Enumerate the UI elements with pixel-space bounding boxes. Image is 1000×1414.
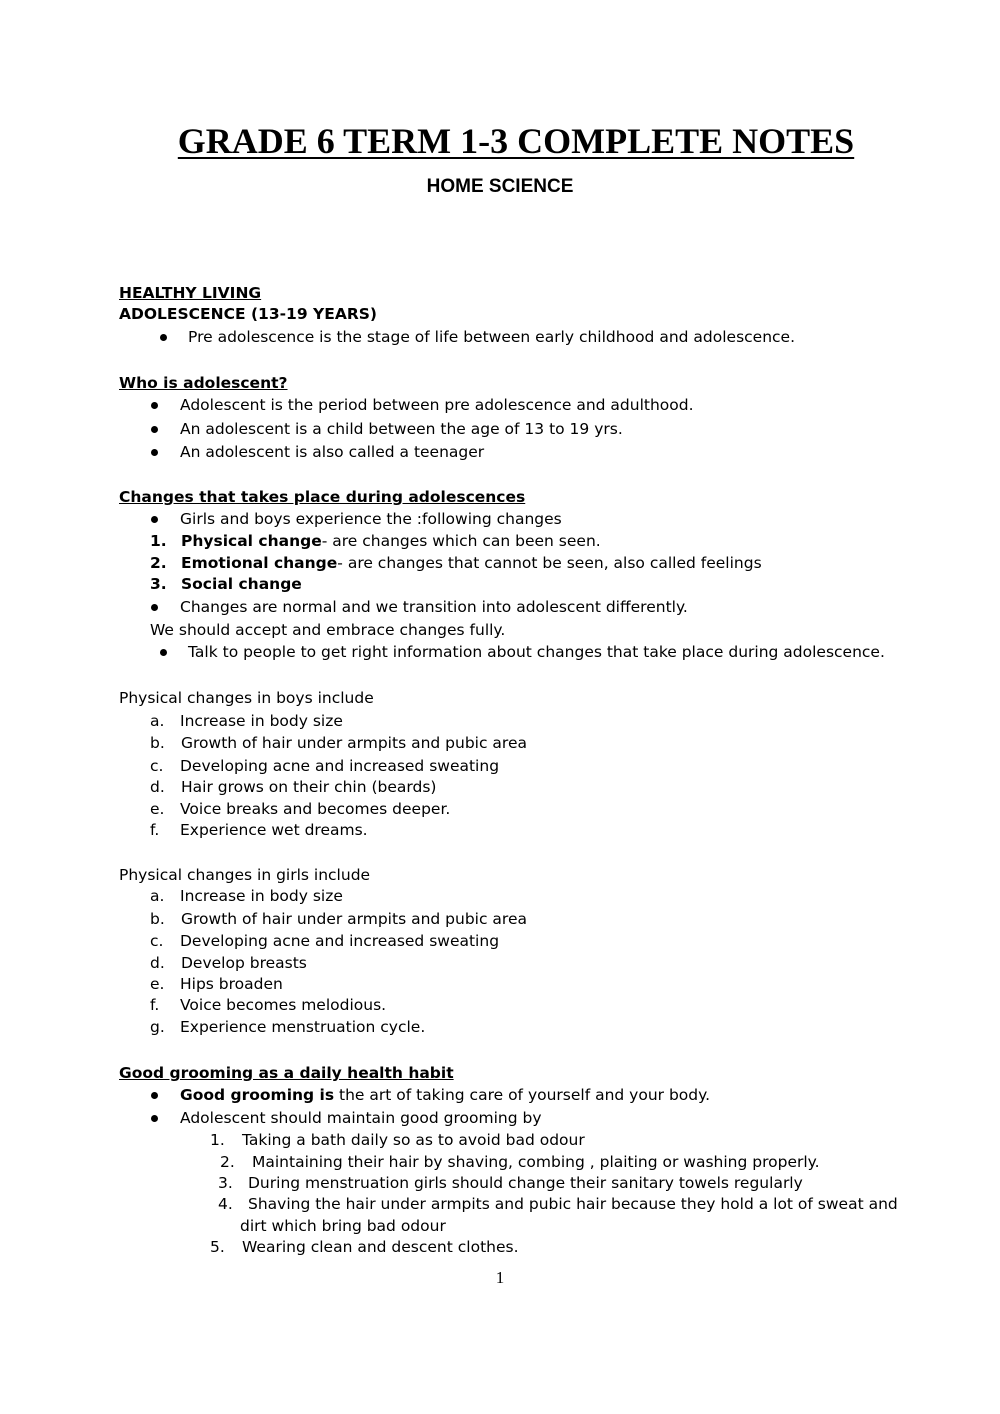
term-social-change: Social change — [181, 575, 302, 593]
list-item-physical-change — [181, 531, 601, 551]
list-number: 1. — [150, 532, 167, 550]
document-title: GRADE 6 TERM 1-3 COMPLETE NOTES — [177, 121, 855, 161]
list-item: Voice breaks and becomes deeper. — [180, 800, 451, 818]
list-item: Voice becomes melodious. — [180, 996, 387, 1014]
bullet-icon — [151, 449, 158, 456]
list-letter: e. — [150, 800, 165, 818]
definition: the art of taking care of yourself and your body. — [334, 1086, 711, 1104]
list-item-good-grooming — [180, 1085, 710, 1105]
bullet-icon — [160, 649, 167, 656]
list-item: Wearing clean and descent clothes. — [242, 1238, 519, 1256]
list-letter: e. — [150, 975, 165, 993]
list-item: Maintaining their hair by shaving, combing , plaiting or washing properly. — [252, 1153, 820, 1171]
section-heading-girls-changes: Physical changes in girls include — [119, 866, 371, 884]
list-number: 3. — [218, 1174, 233, 1192]
section-heading-who-is-adolescent: Who is adolescent? — [119, 374, 288, 392]
list-item: An adolescent is a child between the age of 13 to 19 yrs. — [180, 420, 623, 438]
list-letter: f. — [150, 821, 160, 839]
list-item: Experience menstruation cycle. — [180, 1018, 426, 1036]
list-item: Experience wet dreams. — [180, 821, 368, 839]
section-heading-changes: Changes that takes place during adolescences — [119, 488, 526, 506]
list-letter: c. — [150, 757, 164, 775]
list-item: Shaving the hair under armpits and pubic hair because they hold a lot of sweat and — [248, 1195, 898, 1213]
list-item: Changes are normal and we transition into adolescent differently. — [180, 598, 688, 616]
definition: - are changes that cannot be seen, also called feelings — [337, 554, 762, 572]
list-number: 1. — [210, 1131, 225, 1149]
bullet-icon — [151, 426, 158, 433]
term-good-grooming: Good grooming is — [180, 1086, 335, 1104]
term-emotional-change: Emotional change — [181, 554, 338, 572]
list-number: 4. — [218, 1195, 233, 1213]
list-number: 2. — [220, 1153, 235, 1171]
list-item: Taking a bath daily so as to avoid bad odour — [242, 1131, 585, 1149]
list-item: Developing acne and increased sweating — [180, 757, 500, 775]
list-number: 3. — [150, 575, 167, 593]
list-item: Increase in body size — [180, 887, 343, 905]
term-physical-change: Physical change — [181, 532, 322, 550]
list-number: 5. — [210, 1238, 225, 1256]
section-heading-healthy-living: HEALTHY LIVING — [119, 284, 262, 302]
document-subtitle: HOME SCIENCE — [426, 176, 574, 197]
list-item: Talk to people to get right information about changes that take place during adolescence. — [188, 643, 885, 661]
list-item: An adolescent is also called a teenager — [180, 443, 485, 461]
page-number: 1 — [495, 1268, 505, 1287]
list-letter: a. — [150, 887, 165, 905]
bullet-icon — [151, 516, 158, 523]
list-letter: d. — [150, 778, 165, 796]
list-item: During menstruation girls should change their sanitary towels regularly — [248, 1174, 803, 1192]
list-item: Growth of hair under armpits and pubic area — [181, 734, 527, 752]
bullet-icon — [151, 604, 158, 611]
bullet-icon — [151, 402, 158, 409]
subheading-adolescence: ADOLESCENCE (13-19 YEARS) — [119, 305, 378, 323]
list-letter: g. — [150, 1018, 165, 1036]
list-letter: c. — [150, 932, 164, 950]
list-letter: f. — [150, 996, 160, 1014]
list-letter: b. — [150, 734, 165, 752]
bullet-icon — [151, 1092, 158, 1099]
list-item: Adolescent should maintain good grooming by — [180, 1109, 542, 1127]
definition: - are changes which can been seen. — [321, 532, 601, 550]
list-number: 2. — [150, 554, 167, 572]
list-item: Develop breasts — [181, 954, 307, 972]
list-item: Pre adolescence is the stage of life between early childhood and adolescence. — [188, 328, 796, 346]
list-letter: a. — [150, 712, 165, 730]
list-letter: d. — [150, 954, 165, 972]
list-item: Hips broaden — [180, 975, 283, 993]
bullet-icon — [151, 1115, 158, 1122]
list-item-emotional-change — [181, 553, 762, 573]
section-heading-boys-changes: Physical changes in boys include — [119, 689, 374, 707]
list-item-continuation: dirt which bring bad odour — [240, 1217, 446, 1235]
list-item: Increase in body size — [180, 712, 343, 730]
list-item: Developing acne and increased sweating — [180, 932, 500, 950]
paragraph: We should accept and embrace changes fully. — [150, 621, 506, 639]
list-letter: b. — [150, 910, 165, 928]
bullet-icon — [160, 334, 167, 341]
list-item: Hair grows on their chin (beards) — [181, 778, 437, 796]
section-heading-good-grooming: Good grooming as a daily health habit — [119, 1064, 454, 1082]
list-item: Growth of hair under armpits and pubic area — [181, 910, 527, 928]
list-item: Adolescent is the period between pre adolescence and adulthood. — [180, 396, 694, 414]
list-item: Girls and boys experience the :following changes — [180, 510, 562, 528]
